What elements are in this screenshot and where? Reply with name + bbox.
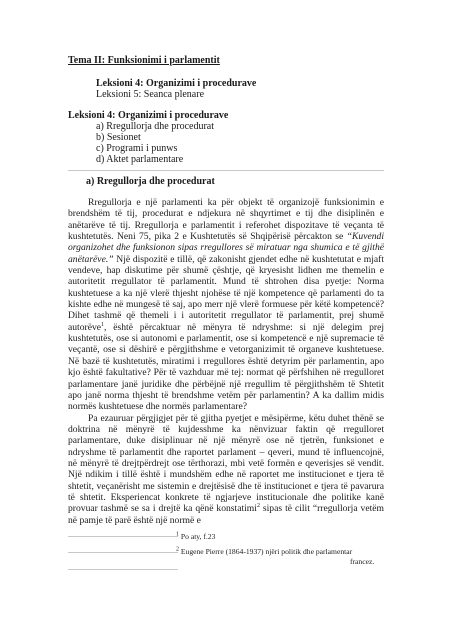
footnote-1-text: Po aty, f.23: [180, 532, 216, 541]
footnote-2-mark: 2: [176, 546, 179, 553]
footnote-1-ref[interactable]: 1: [101, 321, 105, 328]
lesson-item-sesionet: b) Sesionet: [96, 132, 141, 143]
toc-lesson-5: Leksioni 5: Seanca plenare: [96, 89, 205, 100]
footnote-2-continuation: francez.: [350, 557, 375, 566]
footnote-2-ref[interactable]: 2: [256, 503, 260, 510]
paragraph-2: [68, 413, 384, 526]
footnote-rule-3: [68, 569, 178, 570]
paragraph-1-part-a: Rregullorja e një parlamenti ka për objekt të organizojë funksionimin e brendshëm të tij, procedurat e ndjekura në shqyrtimet e tij dhe disiplinën e anëtarëve të tij. Rregullorja e parlamentit i referohet dispozitave të veçanta të kushtetutës. Neni 75, pika 2 e Kushtetutës së Shqipërisë përcakton se: [68, 197, 384, 243]
constitution-quote: “Kuvendi organizohet dhe funksionon sipas rregullores së miratuar nga shumica e të gjithë anëtarëve.”: [68, 231, 384, 265]
footnote-2-text: Eugene Pierre (1864-1937) njëri politik dhe parlamentar: [180, 547, 353, 556]
toc-lesson-4: Leksioni 4: Organizimi i procedurave: [96, 78, 257, 89]
lesson-item-aktet: d) Aktet parlamentare: [96, 154, 184, 165]
section-heading: a) Rregullorja dhe procedurat: [86, 176, 215, 187]
paragraph-1-part-c: , është përcaktuar në mënyra të ndryshme: si një delegim prej kushtetutës, ose si autonomi e parlamentit, ose si kompetencë e një supremacie të veçantë, ose si dëshirë e përgjithshme e vetorganizimit të organeve kushtetuese. Në bazë të kushtetutës, miratimi i rregullores është detyrim për parlamentin, apo kjo është fakultative? Për të vazhduar më tej: normat që përfshihen në rregulloret parlamentare janë juridike dhe përbëjnë një rregullim të përgjithshëm të Shtetit apo janë norma thjesht të brendshme vetëm për parlamentin? A ka dallim midis normës kushtetuese dhe normës parlamentare?: [68, 321, 384, 413]
paragraph-1-part-b: Një dispozitë e tillë, që zakonisht gjendet edhe në kushtetutat e mjaft vendeve, hap diskutime për shumë çështje, që kryesisht lidhen me themelin e autoritetit rregullator të parlamentit. Mund të shtrohen disa pyetje: Norma kushtetuese a ka një vlerë thjesht njohëse të një kompetence që parlamenti do ta kishte edhe në mungesë të saj, apo merr një vlerë formuese për këtë kompetencë? Dihet tashmë që themeli i i autoritetit rregullator të parlamentit, prej shumë autorëve: [68, 253, 384, 333]
paragraph-1: [68, 197, 384, 413]
footnote-1-mark: 1: [176, 531, 179, 538]
footnote-rule-2: [68, 552, 178, 553]
section-divider: [68, 170, 384, 171]
lesson-item-rregullorja: a) Rregullorja dhe procedurat: [96, 121, 215, 132]
topic-title: Tema II: Funksionimi i parlamentit: [68, 55, 220, 66]
lesson-title: Leksioni 4: Organizimi i procedurave: [68, 110, 229, 121]
paragraph-2-part-b: sipas të cilit “rregullorja vetëm në pamje të parë është një normë e: [68, 503, 385, 526]
body-text: [68, 197, 384, 526]
footnote-1: [176, 532, 215, 541]
paragraph-2-part-a: Pa ezauruar përgjigjet për të gjitha pyetjet e mësipërme, këtu duhet thënë se doktrina në mënyrë të kujdesshme ka nënvizuar faktin që rregulloret parlamentare, duke disiplinuar në një mënyrë ose në tjetrën, funksionet e ndryshme të parlamentit dhe raportet parlament – qeveri, mund të influencojnë, në mënyrë të drejtpërdrejt ose tërthorazi, mbi vetë formën e qeverisjes së vendit. Një ndikim i tillë është i mundshëm edhe në raportet me institucionet e tjera të shtetit, veçanërisht me sistemin e drejtësisë dhe të institucionet e tjera të pavarura të shtetit. Eksperiencat konkrete të ngjarjeve institucionale dhe politike kanë provuar tashmë se sa i drejtë ka qënë konstatimi: [68, 412, 384, 515]
footnote-rule: [68, 536, 178, 537]
footnote-2: [176, 547, 352, 556]
lesson-item-programi: c) Programi i punws: [96, 143, 178, 154]
